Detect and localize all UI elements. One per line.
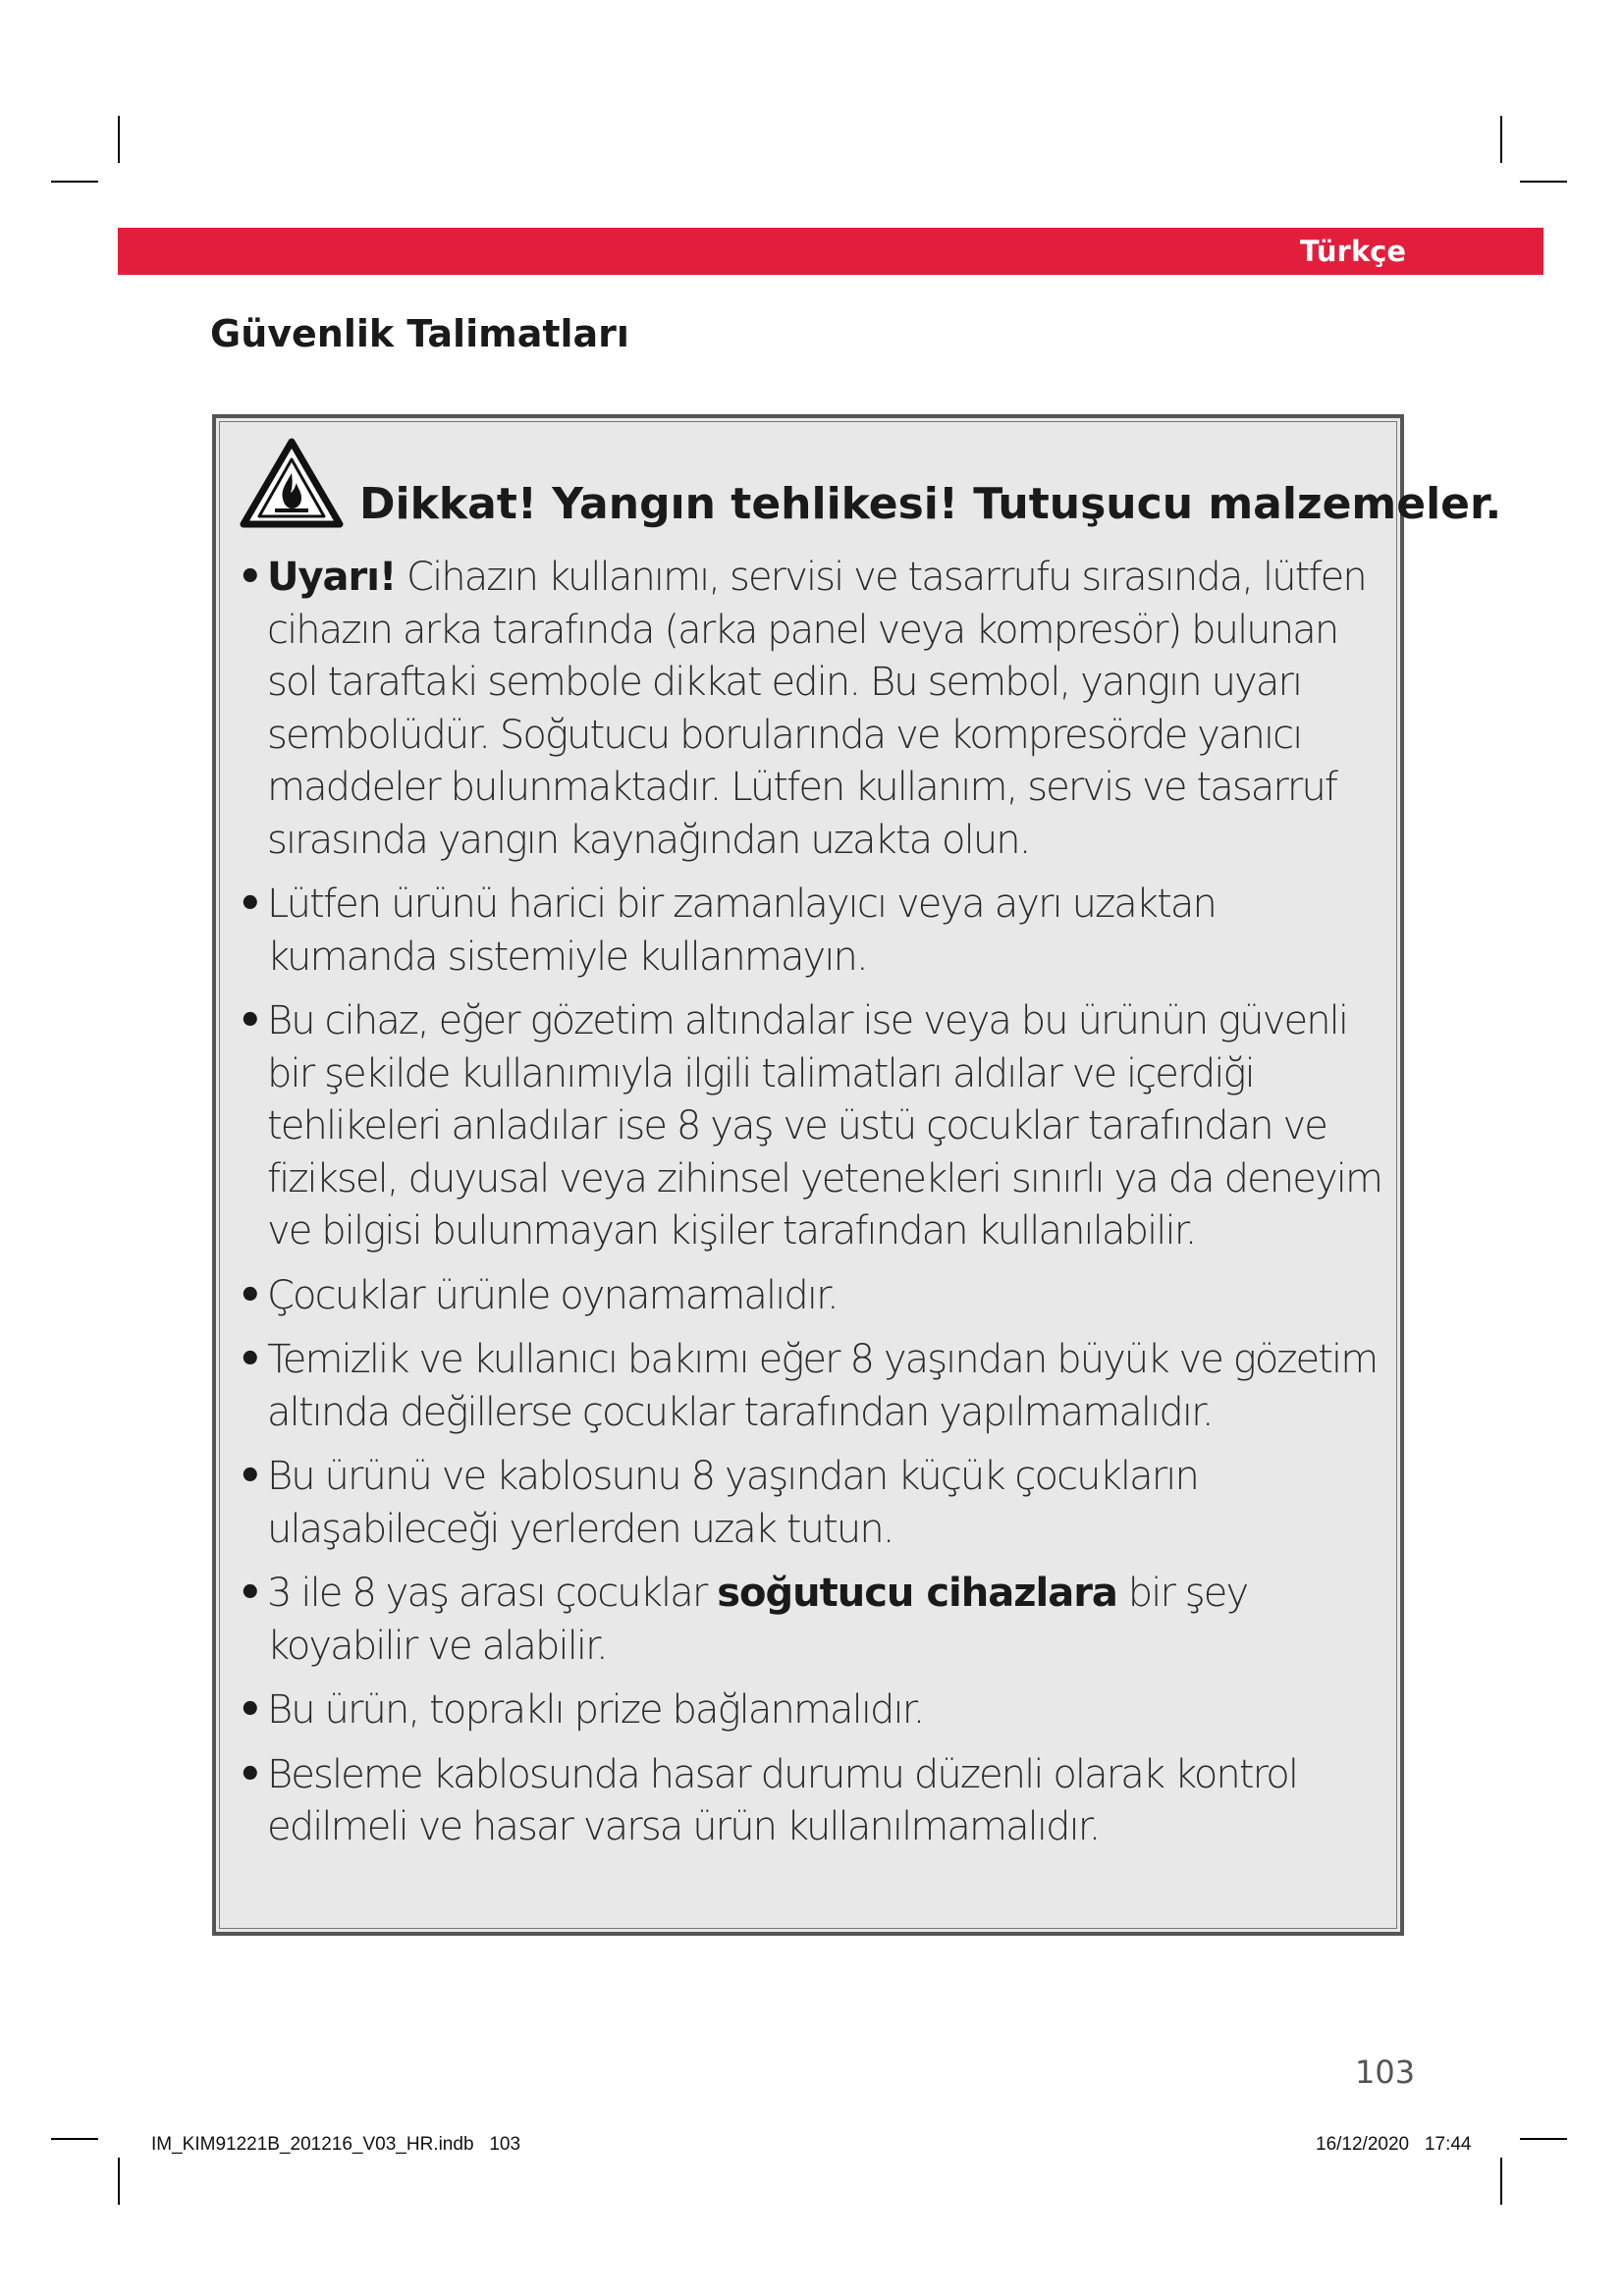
list-item-text: bir şey koyabilir ve alabilir. xyxy=(267,1571,1248,1669)
bullet: • xyxy=(238,1337,263,1382)
bullet: • xyxy=(238,998,263,1043)
list-item-text: 3 ile 8 yaş arası çocuklar xyxy=(267,1571,718,1616)
list-item xyxy=(238,879,1386,984)
crop-mark xyxy=(51,2138,98,2140)
bullet: • xyxy=(238,1454,263,1499)
list-item xyxy=(238,552,1386,867)
page-title: Güvenlik Talimatları xyxy=(210,312,629,355)
crop-mark xyxy=(1500,116,1502,163)
page-number: 103 xyxy=(1355,2054,1416,2091)
list-item-text: Cihazın kullanımı, servisi ve tasarrufu sırasında, lütfen cihazın arka tarafında (arka panel veya kompresör) bulunan sol taraftaki sembole dikkat edin. Bu sembol, yangın uyarı sembolüdür. Soğutucu borularında ve kompresörde yanıcı maddeler bulunmaktadır. Lütfen kullanım, servis ve tasarruf sırasında yangın kaynağından uzakta olun. xyxy=(267,555,1366,863)
bullet: • xyxy=(238,555,263,600)
crop-mark xyxy=(118,116,120,163)
list-item-text: Lütfen ürünü harici bir zamanlayıcı veya ayrı uzaktan kumanda sistemiyle kullanmayın. xyxy=(267,881,1216,980)
language-header-bar xyxy=(118,228,1543,275)
list-item xyxy=(238,995,1386,1258)
bullet: • xyxy=(238,1751,263,1797)
bullet: • xyxy=(238,1272,263,1318)
warning-label: Uyarı! xyxy=(267,555,397,600)
print-slug-file: IM_KIM91221B_201216_V03_HR.indb 103 xyxy=(151,2134,521,2155)
fire-warning-box xyxy=(212,414,1502,1936)
print-slug-datetime: 16/12/2020 17:44 xyxy=(1316,2134,1472,2155)
crop-mark xyxy=(1520,181,1567,183)
bullet: • xyxy=(238,881,263,927)
list-item xyxy=(238,1749,1386,1854)
crop-mark xyxy=(118,2158,120,2205)
flammable-warning-icon xyxy=(238,436,346,532)
warning-heading: Dikkat! Yangın tehlikesi! Tutuşucu malzemeler. xyxy=(359,479,1502,529)
list-item-text: Bu ürünü ve kablosunu 8 yaşından küçük çocukların ulaşabileceği yerlerden uzak tutun. xyxy=(267,1454,1198,1552)
list-item xyxy=(238,1270,1386,1323)
crop-mark xyxy=(51,181,98,183)
emphasized-text: soğutucu cihazlara xyxy=(717,1571,1117,1616)
list-item xyxy=(238,1568,1386,1673)
crop-mark xyxy=(1500,2158,1502,2205)
list-item-text: Bu cihaz, eğer gözetim altındalar ise veya bu ürünün güvenli bir şekilde kullanımıyla ilgili talimatları aldılar ve içerdiği tehlikeleri anladılar ise 8 yaş ve üstü çocuklar tarafından ve fiziksel, duyusal veya zihinsel yetenekleri sınırlı ya da deneyim ve bilgisi bulunmayan kişiler tarafından kullanılabilir. xyxy=(267,998,1382,1254)
list-item-text: Çocuklar ürünle oynamamalıdır. xyxy=(267,1272,838,1318)
list-item xyxy=(238,1451,1386,1556)
list-item xyxy=(238,1334,1386,1439)
list-item-text: Besleme kablosunda hasar durumu düzenli olarak kontrol edilmeli ve hasar varsa ürün kullanılmamalıdır. xyxy=(267,1751,1298,1849)
bullet: • xyxy=(238,1571,263,1616)
bullet: • xyxy=(238,1687,263,1733)
warning-list xyxy=(238,552,1386,1866)
list-item-text: Temizlik ve kullanıcı bakımı eğer 8 yaşından büyük ve gözetim altında değillerse çocuklar tarafından yapılmamalıdır. xyxy=(267,1337,1378,1435)
list-item xyxy=(238,1684,1386,1737)
language-label: Türkçe xyxy=(1299,235,1406,268)
list-item-text: Bu ürün, topraklı prize bağlanmalıdır. xyxy=(267,1687,924,1733)
crop-mark xyxy=(1520,2138,1567,2140)
